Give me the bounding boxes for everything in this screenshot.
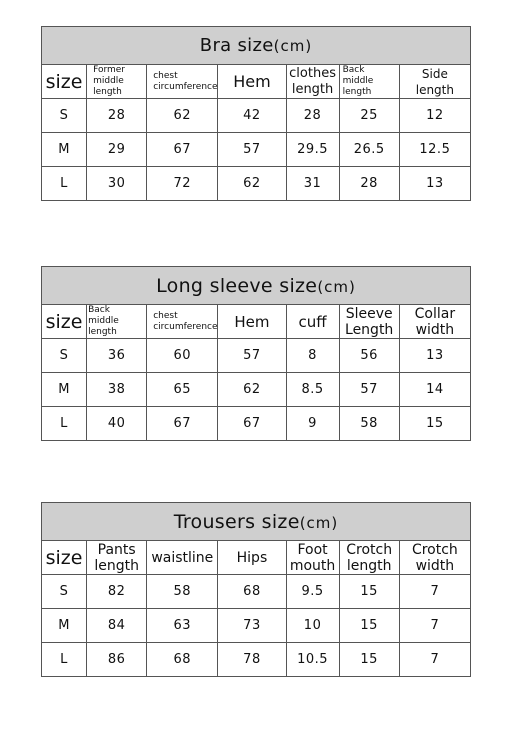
header-cell: clothes length [286, 65, 339, 99]
table-cell: 65 [147, 373, 218, 407]
table-cell: 31 [286, 167, 339, 201]
header-cell: cuff [286, 305, 339, 339]
table-cell: 86 [87, 643, 147, 677]
table-cell: 57 [218, 339, 286, 373]
table-cell: 62 [147, 99, 218, 133]
header-cell: Side length [399, 65, 470, 99]
table-cell: 62 [218, 167, 286, 201]
table-cell: 10 [286, 609, 339, 643]
table-cell: 58 [339, 407, 399, 441]
table-row [42, 575, 471, 609]
header-cell: Sleeve Length [339, 305, 399, 339]
table-cell: 12.5 [399, 133, 470, 167]
table-cell: 57 [218, 133, 286, 167]
header-cell: waistline [147, 541, 218, 575]
table-row [42, 339, 471, 373]
table-cell: 60 [147, 339, 218, 373]
table-cell: 13 [399, 167, 470, 201]
table-cell: 58 [147, 575, 218, 609]
table-cell: 57 [339, 373, 399, 407]
table-row [42, 167, 471, 201]
table-cell: 28 [286, 99, 339, 133]
header-row [42, 541, 471, 575]
table-cell: 7 [399, 575, 470, 609]
table-cell: 14 [399, 373, 470, 407]
table-cell: 15 [339, 575, 399, 609]
table-row [42, 133, 471, 167]
table-cell: L [42, 407, 87, 441]
table-cell: 36 [87, 339, 147, 373]
table-cell: M [42, 609, 87, 643]
bra-size-table [41, 26, 471, 201]
header-cell: Crotch width [399, 541, 470, 575]
header-cell: Former middle length [87, 65, 147, 99]
header-cell: size [42, 305, 87, 339]
table-cell: 68 [218, 575, 286, 609]
table-cell: 67 [147, 133, 218, 167]
table-row [42, 609, 471, 643]
table-title [42, 267, 471, 305]
table-cell: S [42, 575, 87, 609]
table-cell: 73 [218, 609, 286, 643]
title-unit: (cm) [273, 37, 313, 55]
table-cell: 68 [147, 643, 218, 677]
table-cell: 63 [147, 609, 218, 643]
table-cell: M [42, 133, 87, 167]
table-cell: 67 [218, 407, 286, 441]
table-cell: 28 [87, 99, 147, 133]
table-cell: 10.5 [286, 643, 339, 677]
table-cell: 28 [339, 167, 399, 201]
table-cell: 15 [339, 643, 399, 677]
header-cell: Pants length [87, 541, 147, 575]
table-cell: 9 [286, 407, 339, 441]
header-cell: Hem [218, 65, 286, 99]
table-cell: 38 [87, 373, 147, 407]
header-cell: Back middle length [339, 65, 399, 99]
header-cell: chest circumference [147, 305, 218, 339]
table-cell: 56 [339, 339, 399, 373]
header-cell: Hem [218, 305, 286, 339]
header-cell: Foot mouth [286, 541, 339, 575]
header-cell: size [42, 541, 87, 575]
title-text: Bra size [199, 35, 274, 56]
header-cell: Back middle length [87, 305, 147, 339]
long-sleeve-size-table [41, 266, 471, 441]
table-cell: 72 [147, 167, 218, 201]
table-row [42, 373, 471, 407]
table-cell: L [42, 643, 87, 677]
table-cell: 25 [339, 99, 399, 133]
table-cell: 7 [399, 643, 470, 677]
table-cell: 9.5 [286, 575, 339, 609]
table-title [42, 503, 471, 541]
table-cell: 26.5 [339, 133, 399, 167]
title-unit: (cm) [299, 513, 339, 532]
table-cell: 78 [218, 643, 286, 677]
table-cell: 62 [218, 373, 286, 407]
header-row [42, 65, 471, 99]
header-cell: size [42, 65, 87, 99]
table-cell: 8.5 [286, 373, 339, 407]
table-cell: 12 [399, 99, 470, 133]
table-cell: S [42, 339, 87, 373]
table-cell: S [42, 99, 87, 133]
table-cell: 7 [399, 609, 470, 643]
table-cell: 40 [87, 407, 147, 441]
table-cell: 13 [399, 339, 470, 373]
title-text: Trousers size [173, 510, 300, 533]
header-cell: Crotch length [339, 541, 399, 575]
header-row [42, 305, 471, 339]
header-cell: Hips [218, 541, 286, 575]
table-cell: 84 [87, 609, 147, 643]
table-title [42, 27, 471, 65]
table-row [42, 407, 471, 441]
table-cell: 67 [147, 407, 218, 441]
table-cell: 15 [339, 609, 399, 643]
table-cell: 8 [286, 339, 339, 373]
title-text: Long sleeve size [156, 274, 318, 297]
table-cell: M [42, 373, 87, 407]
table-cell: 30 [87, 167, 147, 201]
table-row [42, 99, 471, 133]
table-cell: L [42, 167, 87, 201]
trousers-size-table [41, 502, 471, 677]
table-cell: 42 [218, 99, 286, 133]
table-cell: 29.5 [286, 133, 339, 167]
table-cell: 82 [87, 575, 147, 609]
table-cell: 15 [399, 407, 470, 441]
title-unit: (cm) [317, 277, 356, 296]
table-cell: 29 [87, 133, 147, 167]
header-cell: chest circumference [147, 65, 218, 99]
header-cell: Collar width [399, 305, 470, 339]
table-row [42, 643, 471, 677]
